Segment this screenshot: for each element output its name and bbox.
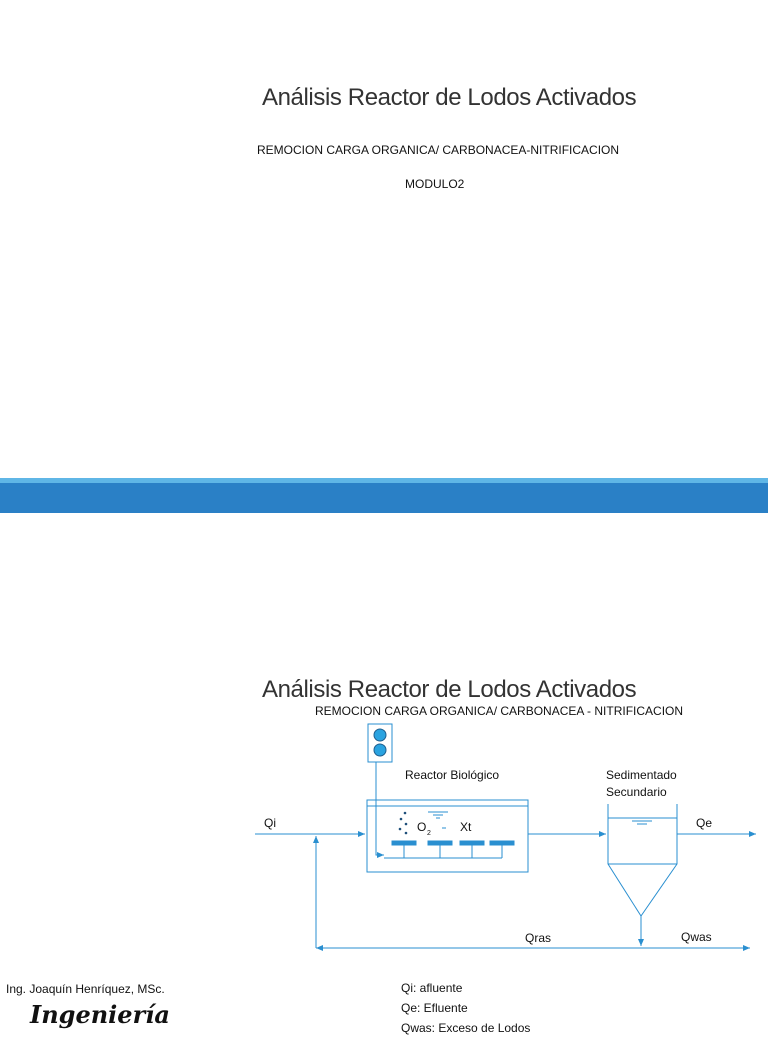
logo: Ingeniería xyxy=(30,1000,170,1029)
legend-item: Qi: afluente xyxy=(401,981,463,995)
oxygen-bubbles-icon xyxy=(399,812,408,835)
reactor-tank xyxy=(367,800,528,872)
blower-fan-icon xyxy=(374,729,386,741)
slide-title: Análisis Reactor de Lodos Activados xyxy=(262,84,637,111)
effluent-label: Qe xyxy=(696,816,713,830)
author-name: Ing. Joaquín Henríquez, MSc. xyxy=(6,982,165,996)
settler-label: Sedimentado xyxy=(606,768,677,782)
slide-subtitle: REMOCION CARGA ORGANICA/ CARBONACEA - NITRIFICACION xyxy=(315,704,684,718)
slide-title: Análisis Reactor de Lodos Activados xyxy=(262,676,637,703)
legend xyxy=(401,978,530,1038)
inflow-label: Qi xyxy=(264,816,276,830)
waste-sludge-label: Qwas xyxy=(681,930,712,944)
blower-fan-icon xyxy=(374,744,386,756)
return-sludge-label: Qras xyxy=(525,931,552,945)
reactor-label: Reactor Biológico xyxy=(405,768,500,782)
oxygen-subscript: 2 xyxy=(427,830,431,837)
legend-item: Qwas: Exceso de Lodos xyxy=(401,1021,531,1035)
air-supply-line xyxy=(376,762,384,855)
legend-item: Qe: Efluente xyxy=(401,1001,468,1015)
oxygen-label: O xyxy=(417,820,427,834)
biomass-label: Xt xyxy=(460,820,472,834)
diffuser-grid xyxy=(384,841,514,858)
slide-subtitle: REMOCION CARGA ORGANICA/ CARBONACEA-NITRIFICACION xyxy=(257,143,620,157)
module-label: MODULO2 xyxy=(405,177,465,191)
settler-label: Secundario xyxy=(606,785,667,799)
